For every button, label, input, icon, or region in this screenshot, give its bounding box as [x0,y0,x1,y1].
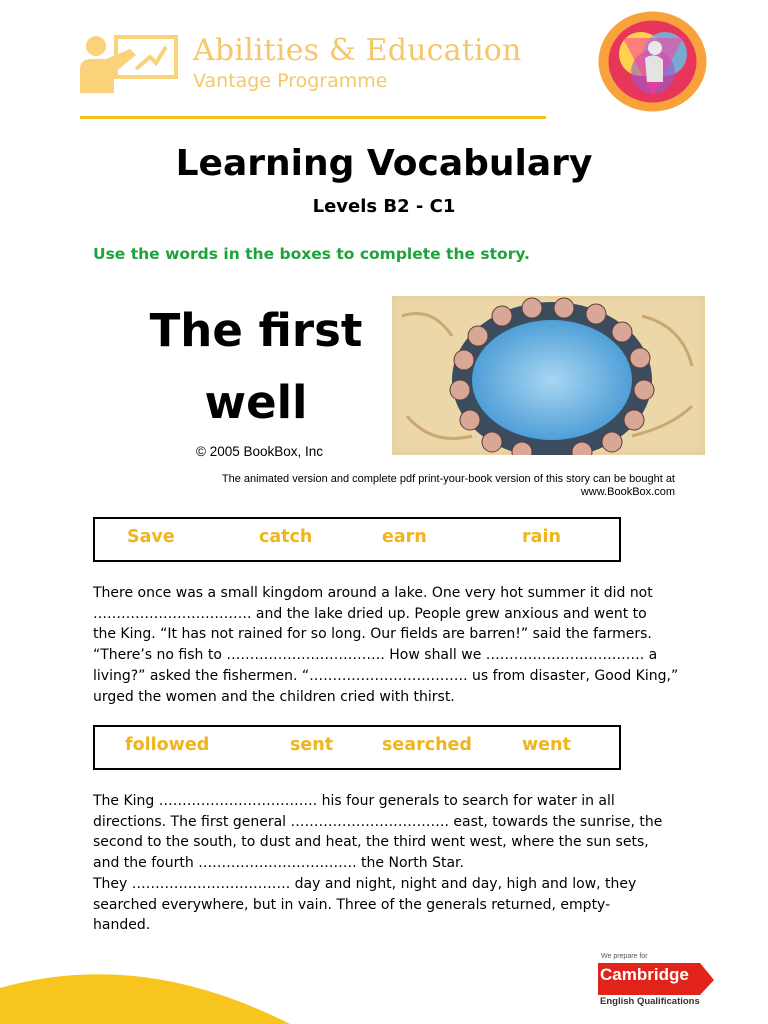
paragraph-line: The King ……………………………. his four generals to search for water in all [93,793,615,809]
levels-subtitle: Levels B2 - C1 [312,196,456,217]
page-title: Learning Vocabulary [175,143,593,184]
word-box-2 [93,725,621,770]
cambridge-name: Cambridge [600,965,689,984]
word-box-1-word: catch [259,527,313,547]
paragraph-line: second to the south, to dust and heat, the third went west, where the sun sets, [93,834,649,851]
word-box-1-word: Save [127,527,175,547]
paragraph-line: urged the women and the children cried with thirst. [93,688,455,705]
paragraph-line: and the fourth ……………………………. the North Star. [93,855,464,872]
story-paragraph-1 [93,583,688,707]
header-divider [80,116,546,119]
word-box-1-word: rain [522,527,561,547]
brand-subtitle: Vantage Programme [193,70,388,92]
story-title [118,295,394,439]
word-box-1-word: earn [382,527,427,547]
paragraph-line: There once was a small kingdom around a lake. One very hot summer it did not [93,585,653,601]
bookbox-credit [190,473,675,499]
word-box-1 [93,517,621,562]
paragraph-line: “There’s no fish to ……………………………. How shall we ……………………………. a [93,647,658,664]
paragraph-line: searched everywhere, but in vain. Three of the generals returned, empty- [93,896,611,913]
word-box-2-word: went [522,735,571,755]
decorative-swoosh [0,958,300,1024]
programme-emblem-icon [597,10,708,113]
paragraph-line: directions. The first general ……………………………. east, towards the sunrise, the [93,813,663,830]
word-box-2-word: sent [290,735,334,755]
exercise-instruction: Use the words in the boxes to complete the story. [93,245,530,263]
cambridge-qualifications: English Qualifications [600,996,700,1007]
copyright-notice: © 2005 BookBox, Inc [196,444,324,459]
brand-title: Abilities & Education [193,33,522,68]
teacher-board-logo-icon [78,33,180,97]
story-title-line-2: well [204,376,308,429]
story-illustration [392,296,705,455]
story-title-line-1: The first [149,304,363,357]
credit-line-2: www.BookBox.com [580,486,675,498]
credit-line-1: The animated version and complete pdf print-your-book version of this story can be bought at [221,473,675,485]
word-box-2-word: followed [125,735,210,755]
paragraph-line: living?” asked the fishermen. “……………………………. us from disaster, Good King,” [93,667,679,684]
word-box-2-word: searched [382,735,472,755]
paragraph-line: They ……………………………. day and night, night and day, high and low, they [93,875,637,892]
story-paragraph-2 [93,791,688,936]
cambridge-tagline: We prepare for [601,953,648,960]
paragraph-line: handed. [93,917,151,934]
paragraph-line: the King. “It has not rained for so long. Our fields are barren!” said the farmers. [93,626,652,643]
paragraph-line: ……………………………. and the lake dried up. People grew anxious and went to [93,605,647,622]
